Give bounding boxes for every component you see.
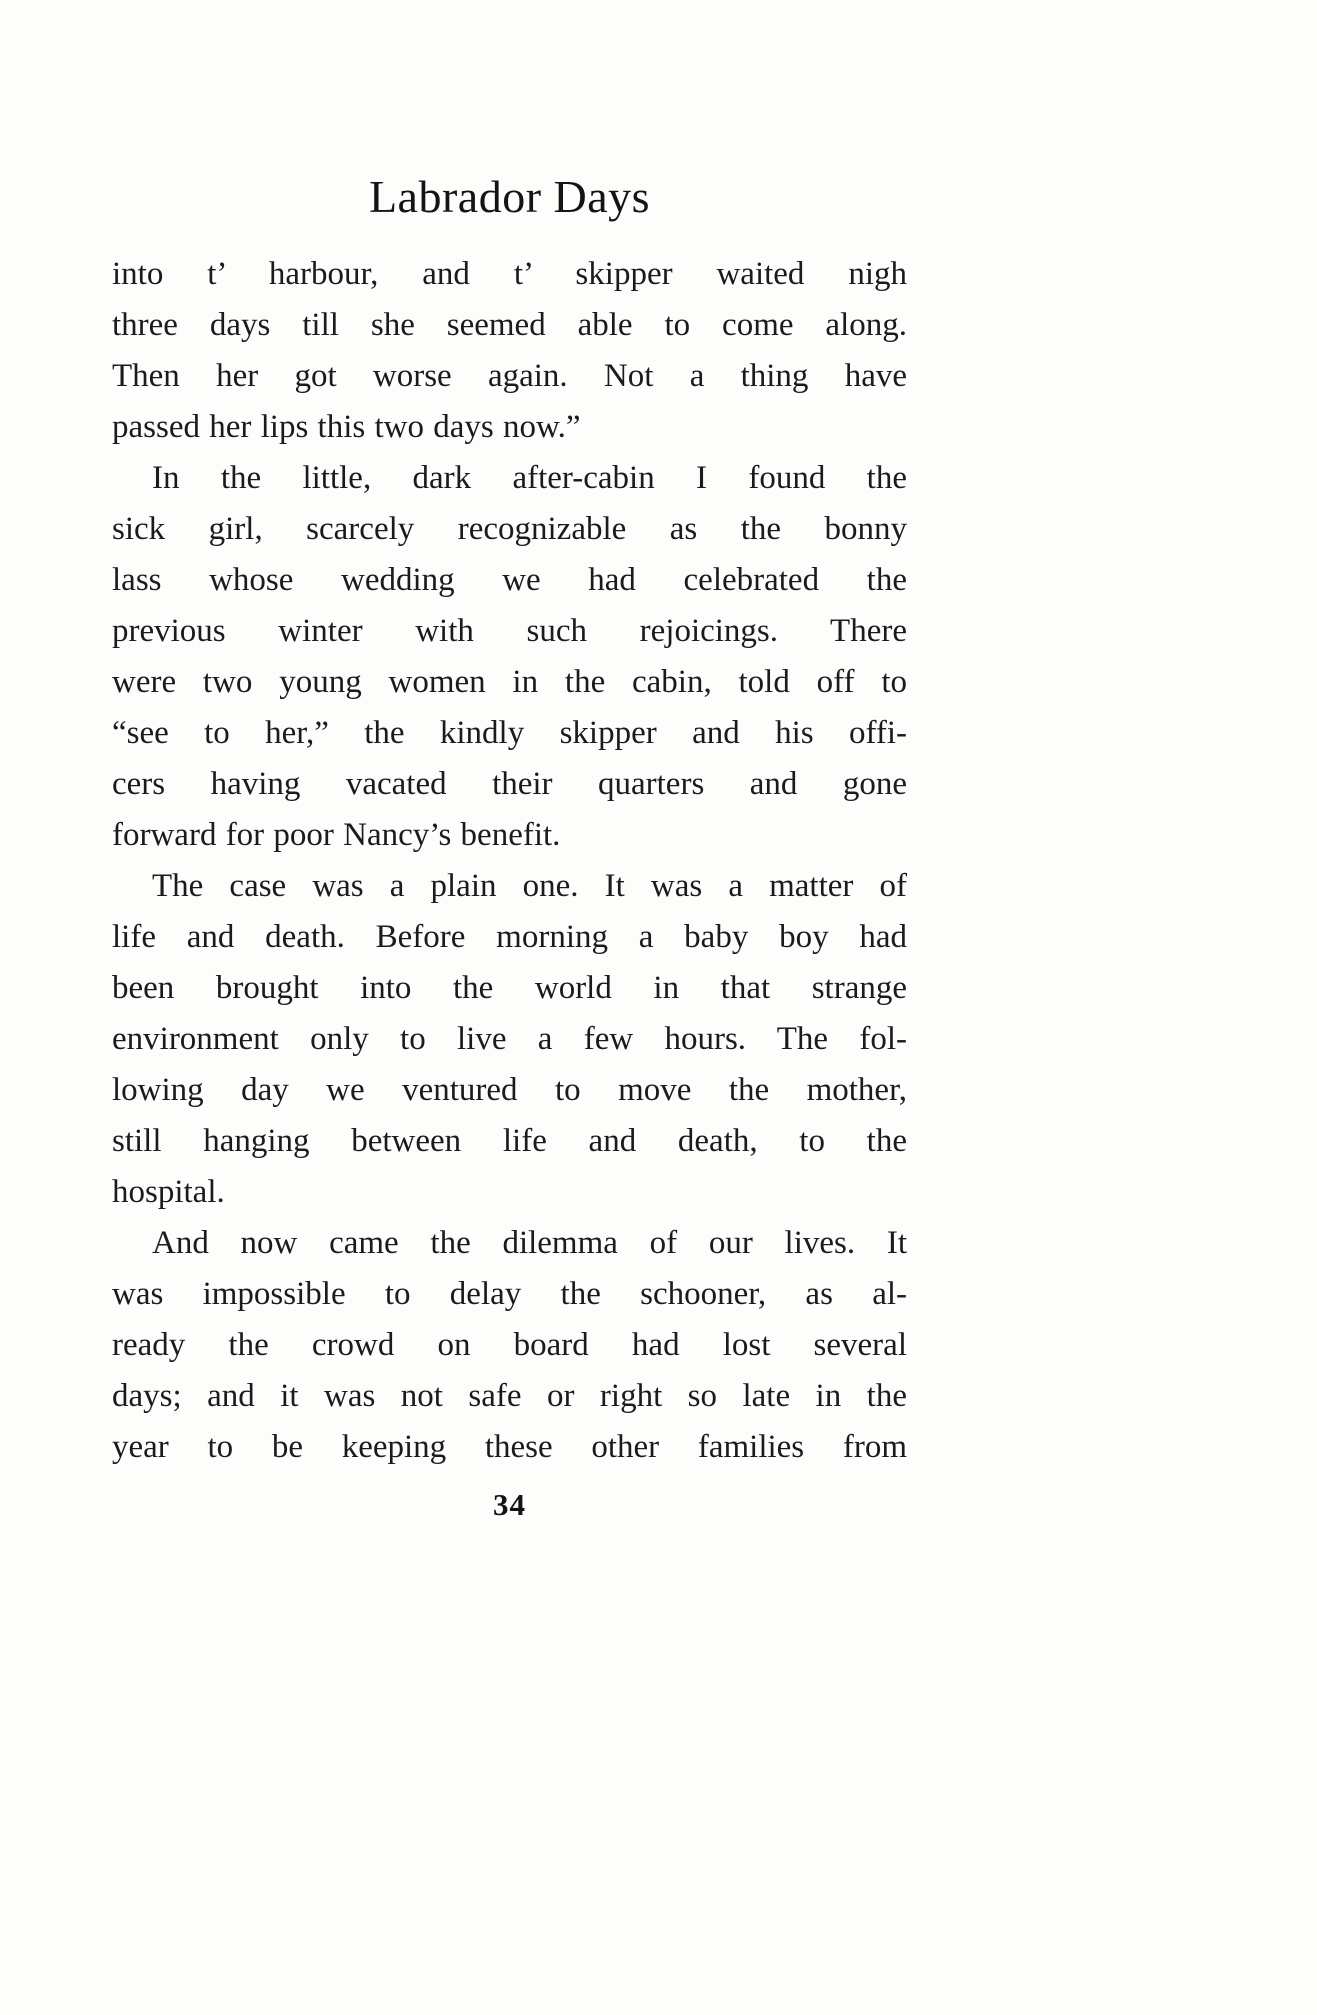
paragraph: [112, 249, 907, 453]
text-line: lass whose wedding we had celebrated the: [112, 562, 907, 598]
text-line: previous winter with such rejoicings. There: [112, 613, 907, 649]
text-line: were two young women in the cabin, told off to: [112, 664, 907, 700]
text-line: life and death. Before morning a baby boy had: [112, 919, 907, 955]
text-line: passed her lips this two days now.”: [112, 409, 581, 445]
text-line: cers having vacated their quarters and gone: [112, 766, 907, 802]
text-line: environment only to live a few hours. The fol-: [112, 1021, 907, 1057]
text-line: “see to her,” the kindly skipper and his offi-: [112, 715, 907, 751]
text-line: lowing day we ventured to move the mother,: [112, 1072, 907, 1108]
text-column: [112, 170, 907, 1523]
paragraph: [112, 453, 907, 861]
text-line: been brought into the world in that strange: [112, 970, 907, 1006]
text-line: Then her got worse again. Not a thing have: [112, 358, 907, 394]
text-line: still hanging between life and death, to the: [112, 1123, 907, 1159]
text-line: ready the crowd on board had lost several: [112, 1327, 907, 1363]
text-line: The case was a plain one. It was a matter of: [152, 868, 907, 904]
text-line: sick girl, scarcely recognizable as the bonny: [112, 511, 907, 547]
text-line: days; and it was not safe or right so late in the: [112, 1378, 907, 1414]
text-line: hospital.: [112, 1174, 225, 1210]
text-line: forward for poor Nancy’s benefit.: [112, 817, 561, 853]
page-title: Labrador Days: [368, 171, 651, 222]
text-line: And now came the dilemma of our lives. It: [152, 1225, 907, 1261]
text-line: three days till she seemed able to come along.: [112, 307, 907, 343]
paragraph: [112, 1218, 907, 1473]
text-line: year to be keeping these other families from: [112, 1429, 907, 1465]
page-number: 34: [493, 1487, 526, 1522]
paragraph: [112, 861, 907, 1218]
text-line: In the little, dark after-cabin I found the: [152, 460, 907, 496]
body-text: [112, 249, 907, 1473]
text-line: was impossible to delay the schooner, as al-: [112, 1276, 907, 1312]
text-line: into t’ harbour, and t’ skipper waited nigh: [112, 256, 907, 292]
